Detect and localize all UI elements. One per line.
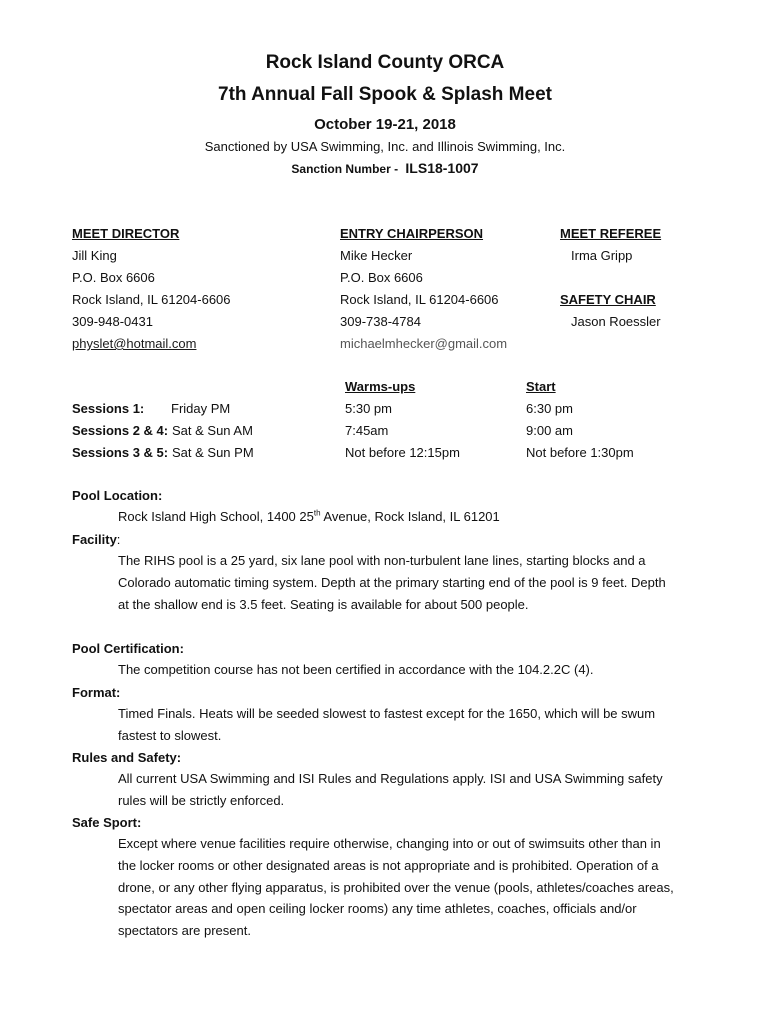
session-label: Sessions 1: <box>72 401 145 416</box>
session-warmup-time: 5:30 pm <box>345 401 392 416</box>
pool-location-address-start: Rock Island High School, 1400 25 <box>118 509 314 524</box>
meet-name-title: 7th Annual Fall Spook & Splash Meet <box>218 84 552 105</box>
meet-director-address1: P.O. Box 6606 <box>72 270 155 285</box>
pool-location-text <box>118 506 678 528</box>
session-start-time: Not before 1:30pm <box>526 445 634 460</box>
meet-director-name: Jill King <box>72 248 117 263</box>
pool-certification-heading: Pool Certification: <box>72 641 184 656</box>
safe-sport-text: Except where venue facilities require otherwise, changing into or out of swimsuits other than in the locker rooms or other designated areas is not appropriate and is prohibited. Operation of a drone, or any other flying apparatus, is prohibited over the venue (pools, athletes/coaches areas, spectator areas and open ceiling locker rooms) any time athletes, coaches, officials and/or spectators are present. <box>118 836 674 939</box>
format-text: Timed Finals. Heats will be seeded slowest to fastest except for the 1650, which will be swum fastest to slowest. <box>118 706 656 743</box>
meet-dates: October 19-21, 2018 <box>314 116 456 133</box>
facility-heading-colon: : <box>116 532 121 547</box>
meet-referee-name: Irma Gripp <box>571 248 633 263</box>
session-day: Sat & Sun AM <box>172 423 253 438</box>
entry-chair-address1: P.O. Box 6606 <box>340 270 423 285</box>
warmups-heading: Warms-ups <box>345 379 416 394</box>
sanction-number-label: Sanction Number - <box>291 162 399 176</box>
entry-chair-phone: 309-738-4784 <box>340 314 421 329</box>
entry-chair-name: Mike Hecker <box>340 248 413 263</box>
sanction-number-line <box>0 160 770 176</box>
pool-location-heading: Pool Location: <box>72 488 163 503</box>
pool-certification-text: The competition course has not been certified in accordance with the 104.2.2C (4). <box>118 662 594 677</box>
rules-safety-text: All current USA Swimming and ISI Rules and Regulations apply. ISI and USA Swimming safety rules will be strictly enforced. <box>118 771 663 808</box>
ordinal-suffix: th <box>313 508 321 518</box>
meet-referee-heading: MEET REFEREE <box>560 226 662 241</box>
meet-director-address2: Rock Island, IL 61204-6606 <box>72 292 231 307</box>
sanction-number: ILS18-1007 <box>405 160 479 176</box>
facility-text: The RIHS pool is a 25 yard, six lane pool with non-turbulent lane lines, starting blocks and a Colorado automatic timing system. Depth at the primary starting end of the pool is 9 feet. Depth at the shallow end is 3.5 feet. Seating is available for about 500 people. <box>118 553 666 612</box>
facility-heading-word: Facility <box>72 532 117 547</box>
meet-host-title: Rock Island County ORCA <box>265 52 505 73</box>
entry-chair-heading: ENTRY CHAIRPERSON <box>340 226 484 241</box>
sanction-statement: Sanctioned by USA Swimming, Inc. and Illinois Swimming, Inc. <box>204 139 566 154</box>
entry-chair-address2: Rock Island, IL 61204-6606 <box>340 292 499 307</box>
safety-chair-name: Jason Roessler <box>571 314 661 329</box>
rules-safety-heading: Rules and Safety: <box>72 750 182 765</box>
session-label: Sessions 2 & 4: <box>72 423 169 438</box>
format-heading: Format: <box>72 685 121 700</box>
pool-location-address-end: Avenue, Rock Island, IL 61201 <box>320 509 500 524</box>
session-start-time: 9:00 am <box>526 423 573 438</box>
session-day: Sat & Sun PM <box>172 445 254 460</box>
safe-sport-heading: Safe Sport: <box>72 815 142 830</box>
entry-chair-email-link[interactable]: michaelmhecker@gmail.com <box>340 336 508 351</box>
meet-director-heading: MEET DIRECTOR <box>72 226 180 241</box>
facility-heading <box>72 532 120 548</box>
session-warmup-time: 7:45am <box>345 423 389 438</box>
safety-chair-heading: SAFETY CHAIR <box>560 292 656 307</box>
session-start-time: 6:30 pm <box>526 401 573 416</box>
start-heading: Start <box>526 379 556 394</box>
session-warmup-time: Not before 12:15pm <box>345 445 460 460</box>
meet-director-phone: 309-948-0431 <box>72 314 153 329</box>
meet-director-email-link[interactable]: physlet@hotmail.com <box>72 336 197 351</box>
session-day: Friday PM <box>171 401 231 416</box>
session-label: Sessions 3 & 5: <box>72 445 169 460</box>
